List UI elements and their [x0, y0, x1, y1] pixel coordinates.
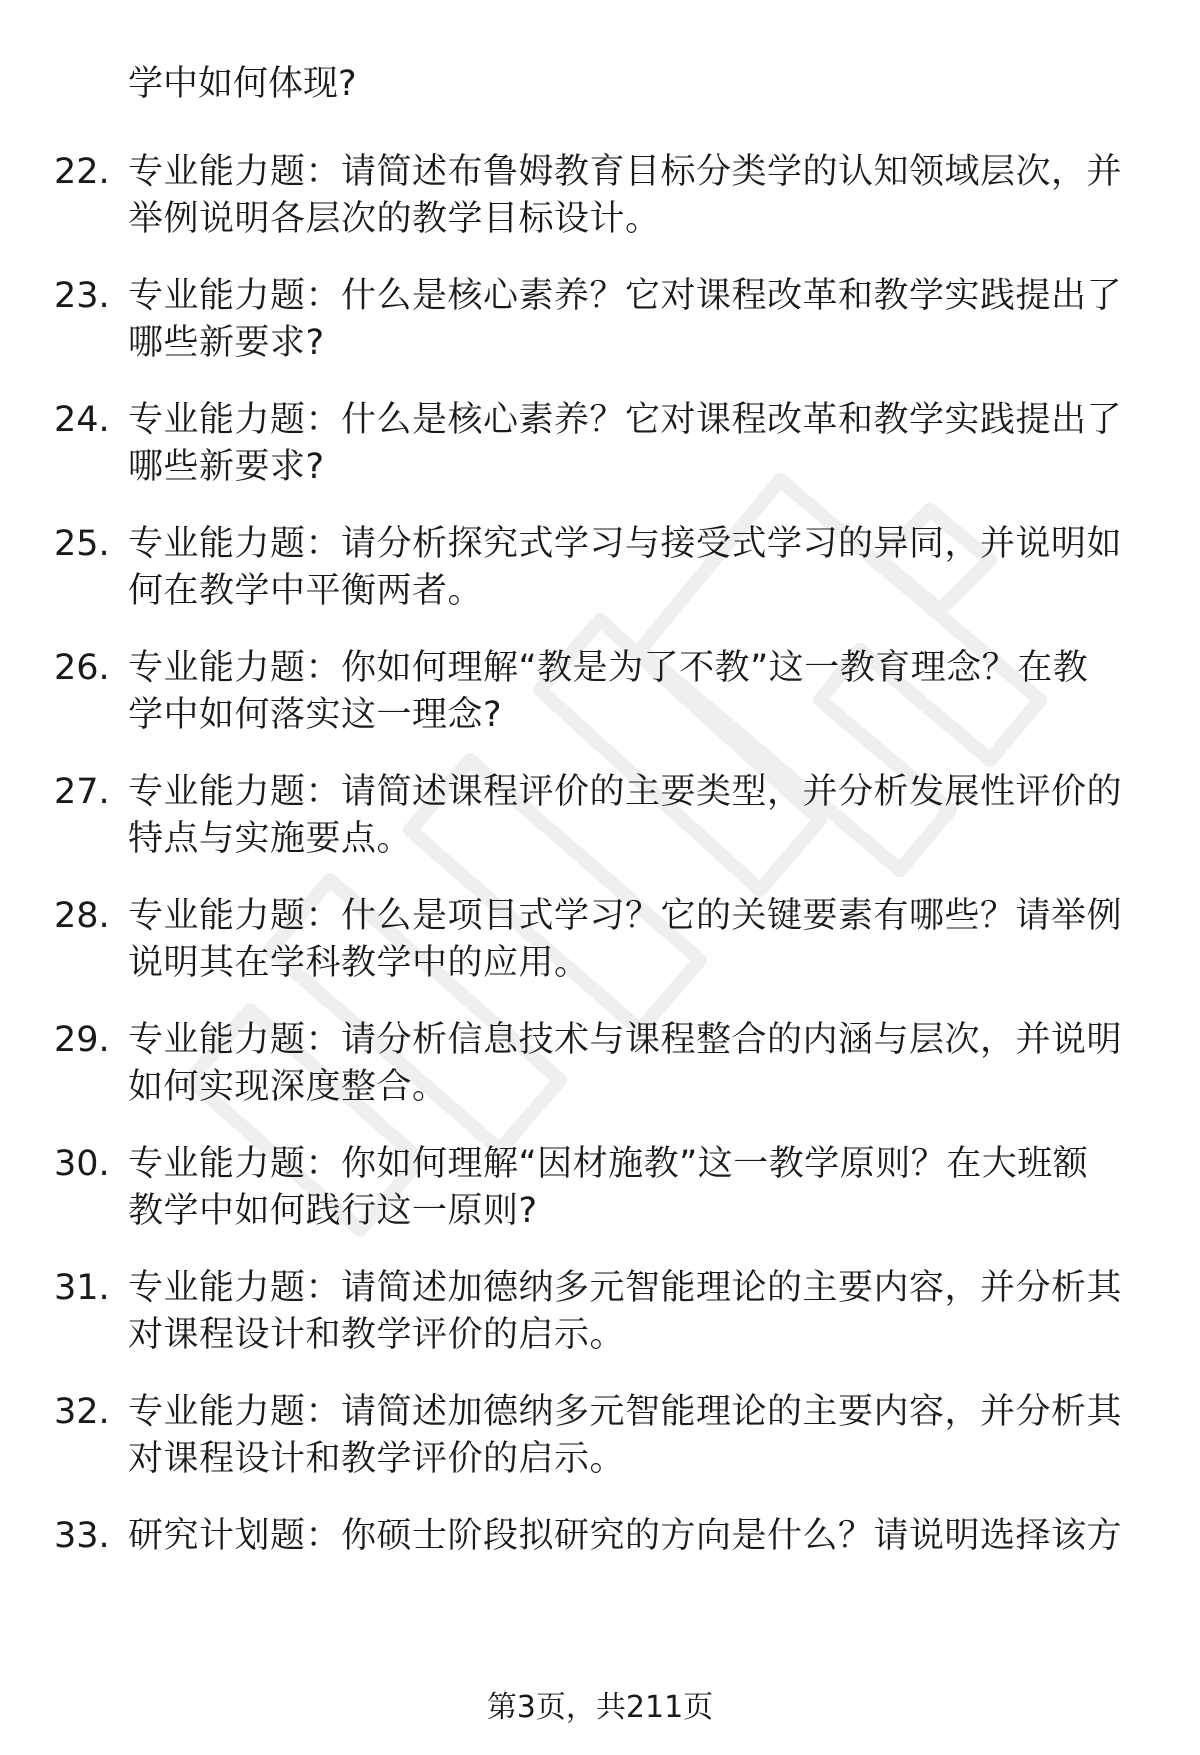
question-item — [0, 646, 1200, 770]
question-item — [0, 1514, 1200, 1638]
question-item — [0, 1142, 1200, 1266]
question-number: 22. — [54, 152, 110, 192]
question-number: 28. — [54, 896, 110, 936]
question-text-line: 专业能力题：什么是项目式学习？它的关键要素有哪些？请举例 — [128, 896, 1123, 936]
question-text-line: 学中如何落实这一理念? — [128, 695, 503, 735]
question-text-line: 教学中如何践行这一原则? — [128, 1191, 538, 1231]
question-text-line: 特点与实施要点。 — [128, 819, 413, 859]
question-item — [0, 398, 1200, 522]
question-text-line: 举例说明各层次的教学目标设计。 — [128, 199, 661, 239]
question-text-line: 哪些新要求? — [128, 447, 325, 487]
question-text-line: 研究计划题：你硕士阶段拟研究的方向是什么？请说明选择该方 — [128, 1516, 1123, 1556]
question-text-line: 专业能力题：请简述课程评价的主要类型，并分析发展性评价的 — [128, 772, 1123, 812]
question-number: 27. — [54, 772, 110, 812]
question-item — [0, 274, 1200, 398]
question-text-line: 专业能力题：请简述加德纳多元智能理论的主要内容，并分析其 — [128, 1268, 1123, 1308]
question-text-line: 专业能力题：你如何理解“教是为了不教”这一教育理念？在教 — [128, 648, 1089, 688]
question-text-line: 何在教学中平衡两者。 — [128, 571, 484, 611]
page-footer: 第3页，共211页 — [486, 1690, 714, 1725]
question-number: 26. — [54, 648, 110, 688]
question-item — [0, 770, 1200, 894]
question-item — [0, 150, 1200, 274]
question-item — [0, 522, 1200, 646]
question-number: 25. — [54, 524, 110, 564]
question-text-line: 如何实现深度整合。 — [128, 1067, 448, 1107]
question-text-line: 哪些新要求? — [128, 323, 325, 363]
question-number: 31. — [54, 1268, 110, 1308]
question-text-line: 专业能力题：什么是核心素养？它对课程改革和教学实践提出了 — [128, 400, 1123, 440]
question-item — [0, 1018, 1200, 1142]
question-number: 23. — [54, 276, 110, 316]
question-text-line: 说明其在学科教学中的应用。 — [128, 943, 590, 983]
question-text-line: 专业能力题：什么是核心素养？它对课程改革和教学实践提出了 — [128, 276, 1123, 316]
question-number: 33. — [54, 1516, 110, 1556]
question-item — [0, 1390, 1200, 1514]
question-text-line: 对课程设计和教学评价的启示。 — [128, 1315, 626, 1355]
question-text-line: 专业能力题：请分析探究式学习与接受式学习的异同，并说明如 — [128, 524, 1123, 564]
question-text-line: 专业能力题：请分析信息技术与课程整合的内涵与层次，并说明 — [128, 1020, 1123, 1060]
question-number: 24. — [54, 400, 110, 440]
question-text-line: 专业能力题：请简述加德纳多元智能理论的主要内容，并分析其 — [128, 1392, 1123, 1432]
question-list — [0, 150, 1200, 1638]
question-number: 29. — [54, 1020, 110, 1060]
continuation-text: 学中如何体现? — [128, 64, 357, 104]
question-text-line: 专业能力题：请简述布鲁姆教育目标分类学的认知领域层次，并 — [128, 152, 1123, 192]
question-number: 32. — [54, 1392, 110, 1432]
question-number: 30. — [54, 1144, 110, 1184]
question-text-line: 对课程设计和教学评价的启示。 — [128, 1439, 626, 1479]
question-text-line: 专业能力题：你如何理解“因材施教”这一教学原则？在大班额 — [128, 1144, 1089, 1184]
question-item — [0, 894, 1200, 1018]
question-item — [0, 1266, 1200, 1390]
